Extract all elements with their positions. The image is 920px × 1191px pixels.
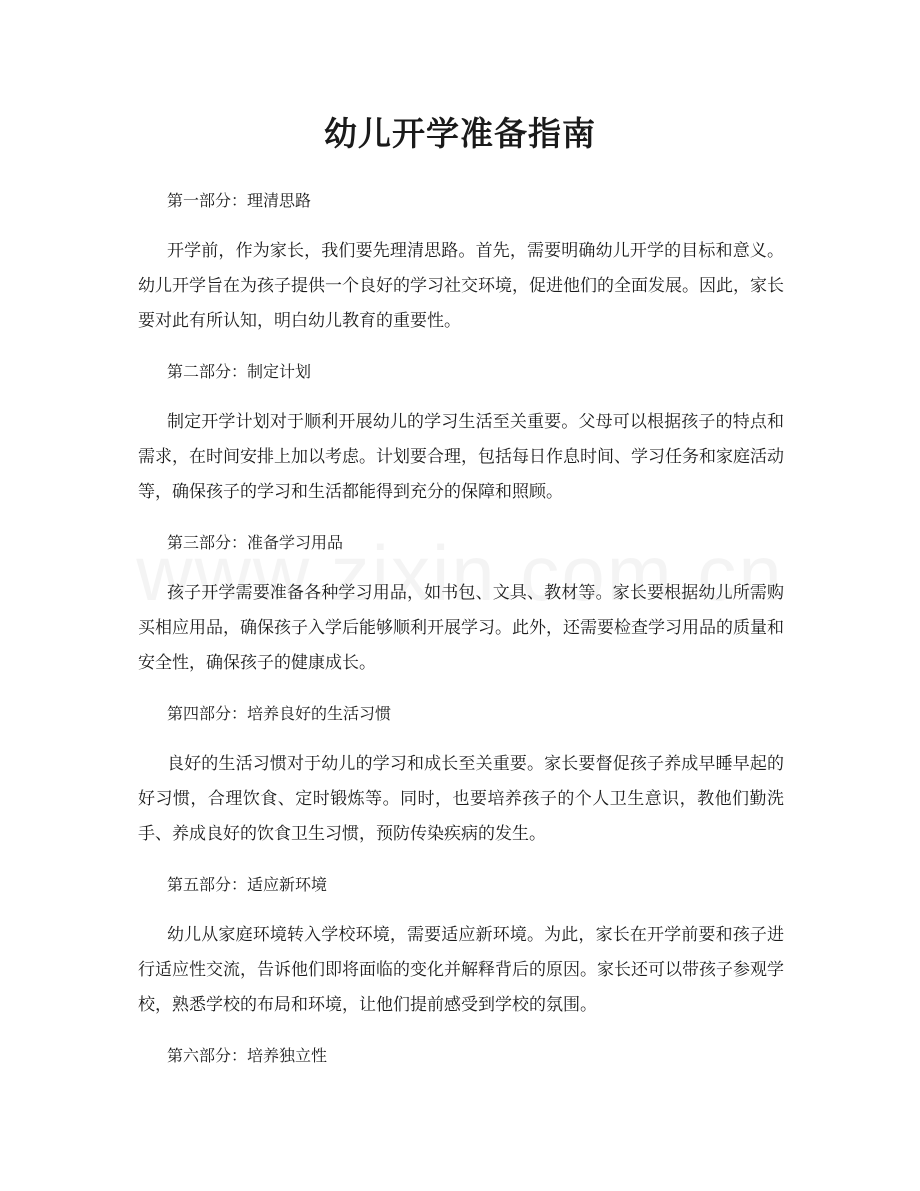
section-5 [138, 869, 784, 1023]
section-paragraph: 良好的生活习惯对于幼儿的学习和成长至关重要。家长要督促孩子养成早睡早起的好习惯，合理饮食、定时锻炼等。同时，也要培养孩子的个人卫生意识，教他们勤洗手、养成良好的饮食卫生习惯，预防传染疾病的发生。 [138, 754, 784, 844]
section-heading: 第三部分：准备学习用品 [167, 533, 344, 552]
section-1 [138, 185, 784, 339]
section-heading: 第二部分：制定计划 [167, 362, 312, 381]
section-heading: 第六部分：培养独立性 [167, 1046, 328, 1065]
section-3 [138, 527, 784, 681]
section-paragraph: 幼儿从家庭环境转入学校环境，需要适应新环境。为此，家长在开学前要和孩子进行适应性交流，告诉他们即将面临的变化并解释背后的原因。家长还可以带孩子参观学校，熟悉学校的布局和环境，让他们提前感受到学校的氛围。 [138, 925, 784, 1015]
section-6 [138, 1040, 784, 1072]
section-heading: 第一部分：理清思路 [167, 191, 312, 210]
section-heading: 第四部分：培养良好的生活习惯 [167, 704, 392, 723]
section-4 [138, 698, 784, 852]
document-body [138, 185, 784, 1072]
section-2 [138, 356, 784, 510]
section-paragraph: 孩子开学需要准备各种学习用品，如书包、文具、教材等。家长要根据幼儿所需购买相应用品，确保孩子入学后能够顺利开展学习。此外，还需要检查学习用品的质量和安全性，确保孩子的健康成长。 [138, 583, 784, 673]
section-heading: 第五部分：适应新环境 [167, 875, 328, 894]
document-title: 幼儿开学准备指南 [324, 114, 596, 153]
section-paragraph: 开学前，作为家长，我们要先理清思路。首先，需要明确幼儿开学的目标和意义。幼儿开学旨在为孩子提供一个良好的学习社交环境，促进他们的全面发展。因此，家长要对此有所认知，明白幼儿教育的重要性。 [138, 241, 784, 331]
section-paragraph: 制定开学计划对于顺利开展幼儿的学习生活至关重要。父母可以根据孩子的特点和需求，在时间安排上加以考虑。计划要合理，包括每日作息时间、学习任务和家庭活动等，确保孩子的学习和生活都能得到充分的保障和照顾。 [138, 412, 784, 502]
